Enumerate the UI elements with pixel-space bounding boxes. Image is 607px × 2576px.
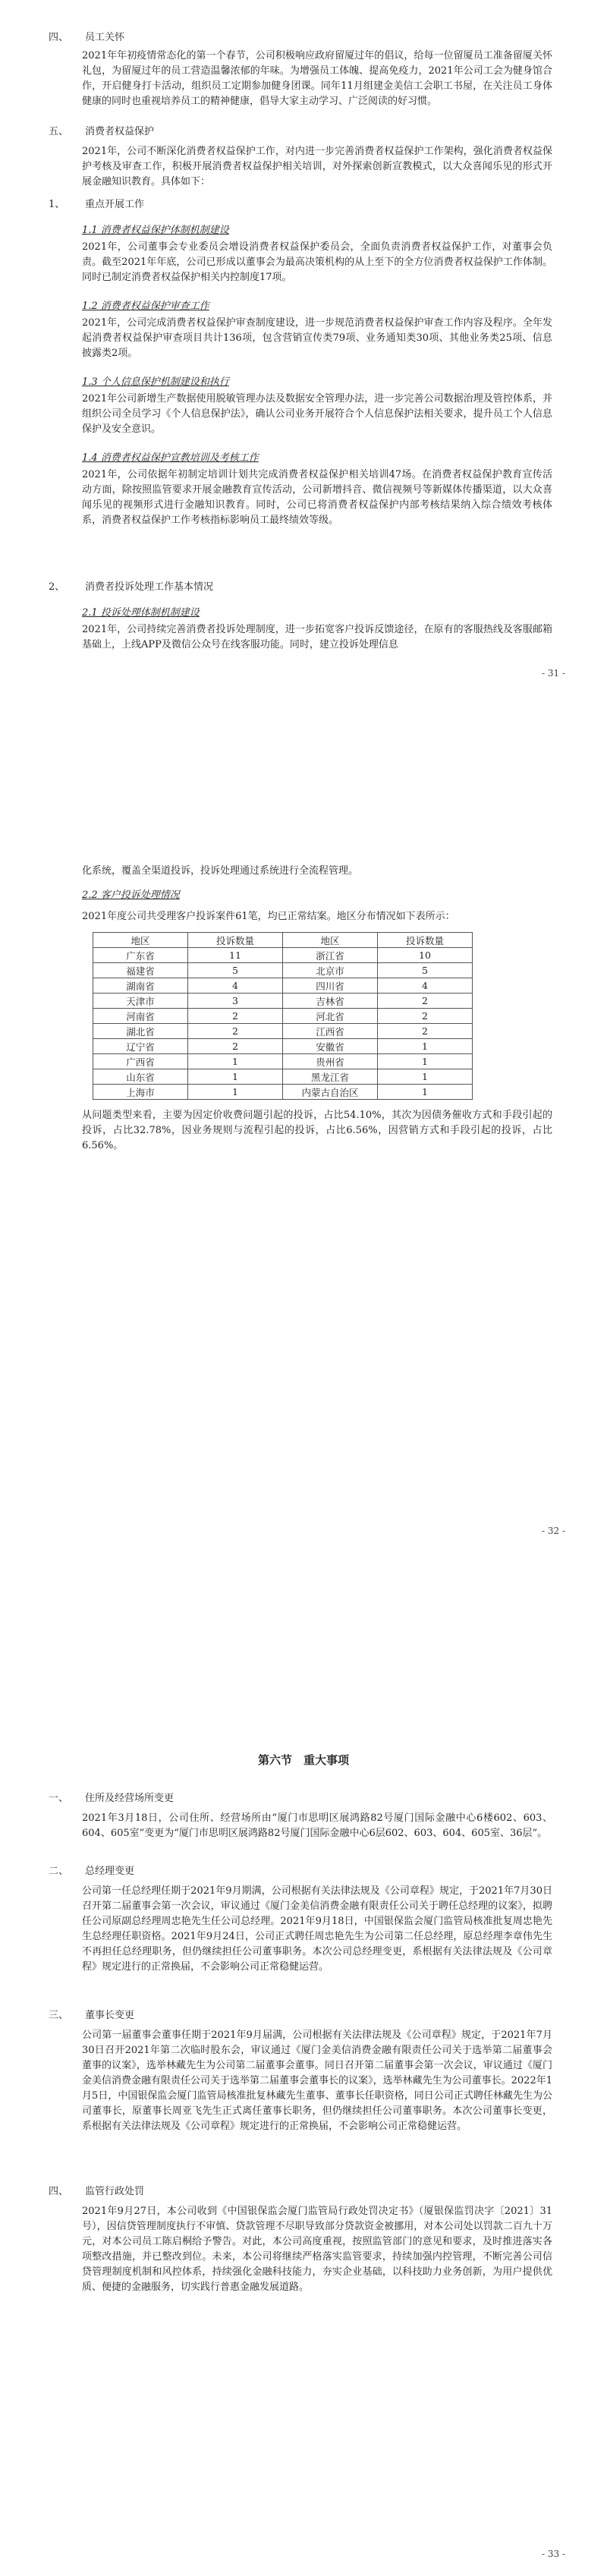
- header-region: 地区: [283, 933, 378, 948]
- header-region: 地区: [93, 933, 188, 948]
- item-2-paragraph: 公司第一任总经理任期于2021年9月期满，公司根据有关法律法规及《公司章程》规定，于2021年7月30日召开第二届董事会第一次会议，审议通过《厦门金美信消费金融有限责任公司关于聘任总经理的议案》，拟聘任公司原副总经理周忠艳先生任公司总经理。2021年9月18日，中国银保监会厦门监管局核准批复周忠艳先生总经理任职资格。2021年9月24日，公司正式聘任周忠艳先生为公司第二任总经理，原总经理李章伟先生不再担任总经理职务，但仍继续担任公司董事职务。本次公司总经理变更，系根据有关法律法规及《公司章程》规定进行的正常换届，不会影响公司正常稳健运营。: [82, 1885, 552, 1973]
- page-number: - 32 -: [541, 1526, 565, 1536]
- count-cell: 2: [188, 1039, 283, 1054]
- table-row: [93, 1024, 473, 1039]
- item-1-paragraph: 2021年3月18日，公司住所、经营场所由“厦门市思明区展鸿路82号厦门国际金融中心6楼602、603、604、605室”变更为“厦门市思明区展鸿路82号厦门国际金融中心6层602、603、604、605室、36层”。: [82, 1812, 552, 1839]
- count-cell: 5: [378, 963, 473, 978]
- region-cell: 河北省: [283, 1009, 378, 1024]
- region-cell: 贵州省: [283, 1054, 378, 1069]
- count-cell: 1: [378, 1085, 473, 1100]
- region-cell: 北京市: [283, 963, 378, 978]
- count-cell: 11: [188, 948, 283, 963]
- region-cell: 上海市: [93, 1085, 188, 1100]
- count-cell: 1: [378, 1069, 473, 1085]
- page-33: [0, 1708, 607, 2576]
- item-2-number: 二、: [49, 1866, 69, 1877]
- count-cell: 1: [188, 1085, 283, 1100]
- subheading-1-3: 1.3 个人信息保护机制建设和执行: [82, 376, 229, 388]
- header-count: 投诉数量: [188, 933, 283, 948]
- count-cell: 5: [188, 963, 283, 978]
- header-count: 投诉数量: [378, 933, 473, 948]
- subheading-2-2: 2.2 客户投诉处理情况: [82, 890, 180, 901]
- region-cell: 湖北省: [93, 1024, 188, 1039]
- paragraph-2-1-continued: 化系统，覆盖全渠道投诉，投诉处理通过系统进行全流程管理。: [82, 865, 359, 877]
- item-3-paragraph: 公司第一届董事会董事任期于2021年9月届满，公司根据有关法律法规及《公司章程》规定，于2021年7月30日召开2021年第二次临时股东会，审议通过《厦门金美信消费金融有限责任公司关于选举第二届董事会董事的议案》，选举林藏先生为公司第二届董事会董事。同日召开第二届董事会第一次会议，审议通过《厦门金美信消费金融有限责任公司关于选举第二届董事会董事长的议案》，选举林藏先生为公司董事长。2022年1月5日，中国银保监会厦门监管局核准批复林藏先生董事、董事长任职资格，同日公司正式聘任林藏先生为公司董事长，原董事长周亚飞先生正式离任董事长职务，但仍继续担任公司董事职务。本次公司董事长变更，系根据有关法律法规及《公司章程》规定进行的正常换届，不会影响公司正常稳健运营。: [82, 2030, 552, 2132]
- table-intro: 2021年度公司共受理客户投诉案件61笔，均已正常结案。地区分布情况如下表所示：: [82, 911, 455, 922]
- list-1-title: 重点开展工作: [85, 199, 145, 210]
- region-cell: 广东省: [93, 948, 188, 963]
- region-cell: 福建省: [93, 963, 188, 978]
- region-cell: 安徽省: [283, 1039, 378, 1054]
- subheading-2-1: 2.1 投诉处理体制机制建设: [82, 607, 200, 619]
- paragraph-1-3: 2021年公司新增生产数据使用脱敏管理办法及数据安全管理办法，进一步完善公司数据治理及管控体系，并组织公司全员学习《个人信息保护法》，确认公司业务开展符合个人信息保护法相关要求，提升员工个人信息保护及安全意识。: [82, 393, 552, 435]
- table-row: [93, 978, 473, 994]
- region-cell: 黑龙江省: [283, 1069, 378, 1085]
- item-4-paragraph: 2021年9月27日，本公司收到《中国银保监会厦门监管局行政处罚决定书》（厦银保监罚决字〔2021〕31号），因信贷管理制度执行不审慎、贷款管理不尽职导致部分贷款资金被挪用，对本公司处以罚款二百九十万元，对本公司员工陈启桐给予警告。对此，本公司高度重视，按照监管部门的意见和要求，及时推进落实各项整改措施，并已整改到位。未来，本公司将继续严格落实监管要求，持续加强内控管理，不断完善公司信贷管理制度机制和风控体系，持续强化金融科技能力，夯实企业基础，以科技助力业务创新，为用户提供优质、便捷的金融服务，切实践行普惠金融发展道路。: [82, 2206, 552, 2293]
- item-1-title: 住所及经营场所变更: [85, 1793, 175, 1804]
- count-cell: 1: [378, 1039, 473, 1054]
- paragraph-2-1: 2021年，公司持续完善消费者投诉处理制度，进一步拓宽客户投诉反馈途径，在原有的客服热线及客服邮箱基础上，上线APP及微信公众号在线客服功能。同时，建立投诉处理信息: [82, 624, 552, 650]
- section-5-number: 五、: [49, 126, 69, 137]
- item-3-title: 董事长变更: [85, 2010, 135, 2021]
- section-4-title: 员工关怀: [85, 32, 125, 43]
- count-cell: 2: [188, 1024, 283, 1039]
- region-cell: 山东省: [93, 1069, 188, 1085]
- region-cell: 江西省: [283, 1024, 378, 1039]
- subheading-1-1: 1.1 消费者权益保护体制机制建设: [82, 225, 229, 236]
- count-cell: 10: [378, 948, 473, 963]
- table-row: [93, 1069, 473, 1085]
- list-2-number: 2、: [49, 581, 65, 593]
- table-header-row: [93, 933, 473, 948]
- region-cell: 内蒙古自治区: [283, 1085, 378, 1100]
- region-cell: 辽宁省: [93, 1039, 188, 1054]
- region-cell: 吉林省: [283, 994, 378, 1009]
- region-cell: 四川省: [283, 978, 378, 994]
- count-cell: 2: [378, 1009, 473, 1024]
- paragraph-1-4: 2021年，公司依据年初制定培训计划共完成消费者权益保护相关培训47场。在消费者权益保护教育宣传活动方面，除按照监管要求开展金融教育宣传活动，公司新增抖音、微信视频号等新媒体传播渠道，以大众喜闻乐见的视频形式进行金融知识教育。同时，公司已将消费者权益保护内部考核结果纳入综合绩效考核体系，消费者权益保护工作考核指标影响员工最终绩效等级。: [82, 469, 552, 526]
- count-cell: 3: [188, 994, 283, 1009]
- region-cell: 浙江省: [283, 948, 378, 963]
- count-cell: 2: [378, 994, 473, 1009]
- item-4-number: 四、: [49, 2186, 69, 2197]
- paragraph-1-1: 2021年，公司董事会专业委员会增设消费者权益保护委员会，全面负责消费者权益保护工作，对董事会负责。截至2021年年底，公司已形成以董事会为最高决策机构的从上至下的全方位消费者权益保护工作体制。同时已制定消费者权益保护相关内控制度17项。: [82, 241, 552, 283]
- section-4-number: 四、: [49, 32, 69, 43]
- count-cell: 2: [378, 1024, 473, 1039]
- count-cell: 2: [188, 1009, 283, 1024]
- item-4-title: 监管行政处罚: [85, 2186, 145, 2197]
- table-row: [93, 948, 473, 963]
- table-row: [93, 1009, 473, 1024]
- table-row: [93, 994, 473, 1009]
- section-4-paragraph: 2021年年初疫情常态化的第一个春节，公司积极响应政府留厦过年的倡议，给每一位留厦员工准备留厦关怀礼包，为留厦过年的员工营造温馨浓郁的年味。为增强员工体魄、提高免疫力，2021年公司工会为健身馆合作，开启健身打卡活动，组织员工定期参加健身团课。同年11月组建金美信工会职工书屋，在关注员工身体健康的同时也重视培养员工的精神健康，倡导大家主动学习、广泛阅读的好习惯。: [82, 50, 552, 107]
- table-row: [93, 1054, 473, 1069]
- count-cell: 1: [188, 1069, 283, 1085]
- region-cell: 湖南省: [93, 978, 188, 994]
- page-31: [0, 0, 607, 842]
- list-1-number: 1、: [49, 199, 65, 210]
- item-3-number: 三、: [49, 2010, 69, 2021]
- section-5-title: 消费者权益保护: [85, 126, 155, 137]
- page-32: [0, 842, 607, 1708]
- count-cell: 4: [188, 978, 283, 994]
- region-cell: 广西省: [93, 1054, 188, 1069]
- section-title: 第六节 重大事项: [257, 1753, 349, 1767]
- count-cell: 1: [188, 1054, 283, 1069]
- region-cell: 天津市: [93, 994, 188, 1009]
- item-1-number: 一、: [49, 1793, 69, 1804]
- complaint-region-table: [93, 932, 473, 1100]
- subheading-1-2: 1.2 消费者权益保护审查工作: [82, 301, 209, 312]
- page-number: - 33 -: [541, 2549, 565, 2559]
- item-2-title: 总经理变更: [85, 1866, 135, 1877]
- table-row: [93, 963, 473, 978]
- paragraph-1-2: 2021年，公司完成消费者权益保护审查制度建设，进一步规范消费者权益保护审查工作内容及程序。全年发起消费者权益保护审查项目共计136项，包含营销宣传类79项、业务通知类30项、其他业务类25项、信息披露类2项。: [82, 317, 552, 359]
- subheading-1-4: 1.4 消费者权益保护宣教培训及考核工作: [82, 452, 259, 464]
- section-5-paragraph: 2021年，公司不断深化消费者权益保护工作，对内进一步完善消费者权益保护工作架构，强化消费者权益保护考核及审查工作，积极开展消费者权益保护相关培训，对外探索创新宣教模式，以大众喜闻乐见的形式开展金融知识教育。具体如下：: [82, 146, 552, 187]
- list-2-title: 消费者投诉处理工作基本情况: [85, 581, 214, 593]
- page-number: - 31 -: [541, 668, 565, 679]
- table-row: [93, 1085, 473, 1100]
- region-cell: 河南省: [93, 1009, 188, 1024]
- complaint-analysis: 从问题类型来看，主要为因定价收费问题引起的投诉，占比54.10%，其次为因债务催收方式和手段引起的投诉，占比32.78%，因业务规则与流程引起的投诉，占比6.56%，因营销方式和手段引起的投诉，占比6.56%。: [82, 1110, 552, 1151]
- count-cell: 1: [378, 1054, 473, 1069]
- count-cell: 4: [378, 978, 473, 994]
- table-row: [93, 1039, 473, 1054]
